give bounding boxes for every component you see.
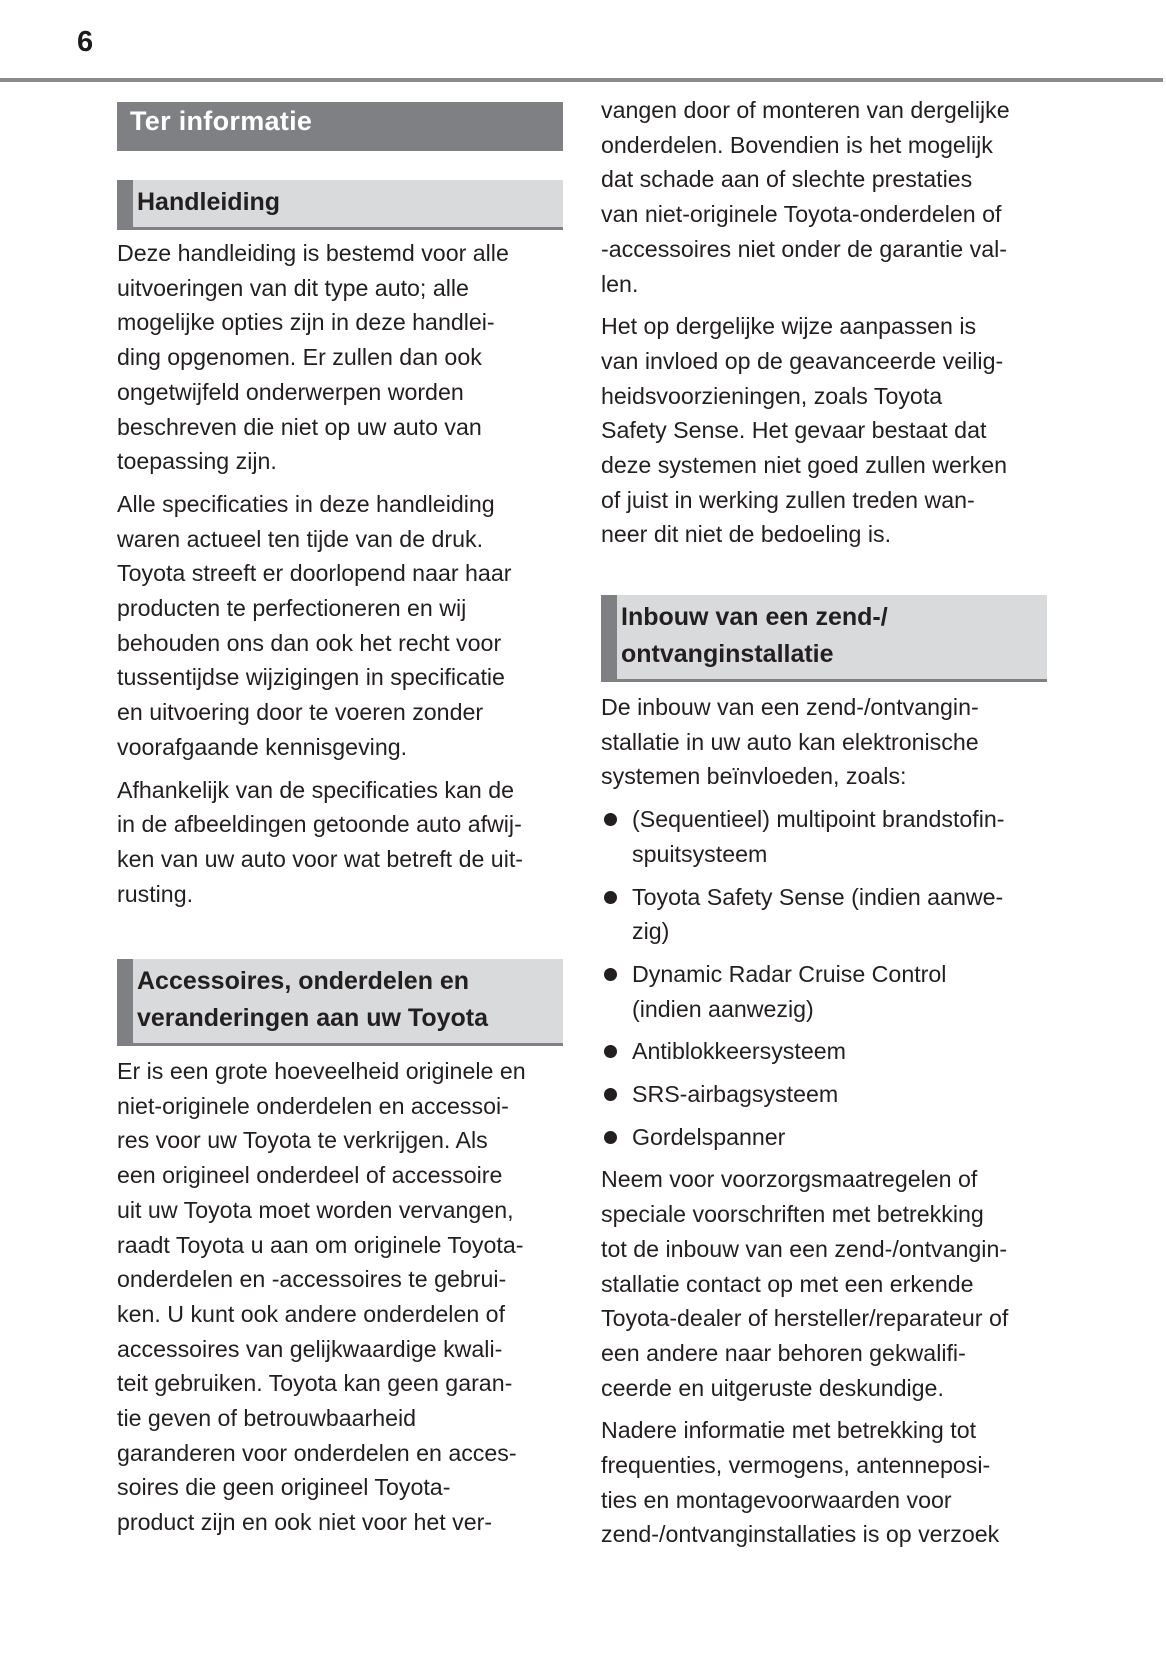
- text-line: Toyota streeft er doorlopend naar haar: [117, 560, 512, 587]
- text-line: Toyota Safety Sense (indien aanwe-: [632, 883, 1004, 910]
- paragraph: [601, 690, 1047, 794]
- text-line: Afhankelijk van de specificaties kan de: [117, 776, 514, 803]
- text-line: -accessoires niet onder de garantie val-: [601, 235, 1007, 262]
- text-line: (indien aanwezig): [632, 995, 814, 1022]
- text-line: beschreven die niet op uw auto van: [117, 413, 482, 440]
- text-line: SRS-airbagsysteem: [632, 1081, 839, 1108]
- text-line: Toyota-dealer of hersteller/reparateur of: [601, 1305, 1009, 1332]
- list-item: [601, 957, 1047, 1026]
- text-line: Er is een grote hoeveelheid originele en: [117, 1058, 526, 1084]
- text-line: Deze handleiding is bestemd voor alle: [117, 240, 509, 266]
- bullet-icon: [604, 813, 617, 826]
- paragraph: [117, 236, 563, 479]
- text-line: toepassing zijn.: [117, 448, 277, 475]
- list-item: [601, 1077, 1047, 1112]
- accessoires-body-left: [117, 1054, 563, 1548]
- paragraph: [117, 1054, 563, 1540]
- text-line: ken. U kunt ook andere onderdelen of: [117, 1300, 506, 1327]
- page-number: 6: [77, 26, 94, 58]
- section-title-line: veranderingen aan uw Toyota: [137, 1004, 489, 1032]
- text-line: Dynamic Radar Cruise Control: [632, 960, 947, 987]
- text-line: len.: [601, 270, 639, 297]
- text-line: deze systemen niet goed zullen werken: [601, 452, 1008, 479]
- text-line: raadt Toyota u aan om originele Toyota-: [117, 1231, 524, 1258]
- text-line: waren actueel ten tijde van de druk.: [117, 525, 484, 552]
- text-line: Alle specificaties in deze handleiding: [117, 490, 495, 517]
- text-line: Nadere informatie met betrekking tot: [601, 1417, 977, 1444]
- section-title-line: ontvanginstallatie: [621, 640, 834, 668]
- text-line: neer dit niet de bedoeling is.: [601, 521, 892, 548]
- paragraph: [117, 773, 563, 912]
- text-line: producten te perfectioneren en wij: [117, 595, 467, 622]
- text-line: speciale voorschriften met betrekking: [601, 1201, 984, 1228]
- text-line: en uitvoering door te voeren zonder: [117, 699, 484, 726]
- text-line: stallatie in uw auto kan elektronische: [601, 728, 979, 755]
- text-line: uitvoeringen van dit type auto; alle: [117, 274, 469, 301]
- bullet-icon: [604, 968, 617, 981]
- list-item: [601, 1034, 1047, 1069]
- text-line: dat schade aan of slechte prestaties: [601, 166, 973, 193]
- text-line: product zijn en ook niet voor het ver-: [117, 1509, 493, 1536]
- paragraph: [601, 1162, 1047, 1405]
- text-line: soires die geen origineel Toyota-: [117, 1474, 451, 1501]
- text-line: garanderen voor onderdelen en acces-: [117, 1439, 517, 1466]
- text-line: Het op dergelijke wijze aanpassen is: [601, 313, 977, 340]
- text-line: uit uw Toyota moet worden vervangen,: [117, 1196, 514, 1223]
- text-line: Antiblokkeersysteem: [632, 1038, 846, 1065]
- text-line: ding opgenomen. Er zullen dan ook: [117, 344, 482, 371]
- bullet-icon: [604, 1088, 617, 1101]
- text-line: stallatie contact op met een erkende: [601, 1270, 974, 1297]
- text-line: (Sequentieel) multipoint brandstofin-: [632, 806, 1005, 833]
- section-heading-handleiding: [117, 180, 563, 230]
- text-line: systemen beïnvloeden, zoals:: [601, 763, 907, 790]
- text-line: ken van uw auto voor wat betreft de uit-: [117, 845, 524, 872]
- text-line: een origineel onderdeel of accessoire: [117, 1162, 503, 1189]
- bullet-icon: [604, 1045, 617, 1058]
- text-line: mogelijke opties zijn in deze handlei-: [117, 309, 495, 336]
- section-heading-inbouw: [601, 595, 1047, 682]
- text-line: of juist in werking zullen treden wan-: [601, 486, 975, 513]
- text-line: Neem voor voorzorgsmaatregelen of: [601, 1166, 978, 1193]
- text-line: ceerde en uitgeruste deskundige.: [601, 1374, 944, 1401]
- section-title: Handleiding: [137, 188, 281, 216]
- text-line: zend-/ontvanginstallaties is op verzoek: [601, 1521, 1000, 1548]
- text-line: heidsvoorzieningen, zoals Toyota: [601, 382, 943, 409]
- list-item: [601, 1120, 1047, 1155]
- header-rule: [0, 78, 1163, 82]
- text-line: onderdelen en -accessoires te gebrui-: [117, 1266, 507, 1293]
- section-title-line: Accessoires, onderdelen en: [137, 967, 470, 995]
- text-line: spuitsysteem: [632, 840, 768, 867]
- text-line: ongetwijfeld onderwerpen worden: [117, 378, 464, 405]
- text-line: niet-originele onderdelen en accessoi-: [117, 1092, 509, 1119]
- text-line: tussentijdse wijzigingen in specificatie: [117, 664, 505, 691]
- bullet-icon: [604, 1131, 617, 1144]
- text-line: tie geven of betrouwbaarheid: [117, 1405, 417, 1432]
- text-line: van invloed op de geavanceerde veilig-: [601, 347, 1004, 374]
- text-line: van niet-originele Toyota-onderdelen of: [601, 201, 1002, 228]
- text-line: in de afbeeldingen getoonde auto afwij-: [117, 811, 522, 838]
- inbouw-body: [601, 690, 1047, 1560]
- paragraph: [117, 487, 563, 765]
- text-line: ties en montagevoorwaarden voor: [601, 1486, 952, 1513]
- text-line: res voor uw Toyota te verkrijgen. Als: [117, 1127, 488, 1154]
- text-line: rusting.: [117, 880, 194, 907]
- paragraph: [601, 1413, 1047, 1552]
- text-line: voorafgaande kennisgeving.: [117, 733, 408, 760]
- accessoires-body-right: [601, 93, 1047, 560]
- paragraph: [601, 309, 1047, 552]
- list-item: [601, 802, 1047, 871]
- section-heading-accessoires: [117, 959, 563, 1046]
- text-line: accessoires van gelijkwaardige kwali-: [117, 1335, 503, 1362]
- text-line: teit gebruiken. Toyota kan geen garan-: [117, 1370, 513, 1397]
- text-line: vangen door of monteren van dergelijke: [601, 97, 1010, 123]
- section-title-line: Inbouw van een zend-/: [621, 603, 888, 631]
- paragraph: [601, 93, 1047, 301]
- chapter-title: Ter informatie: [130, 106, 313, 136]
- affected-systems-list: [601, 802, 1047, 1154]
- bullet-icon: [604, 891, 617, 904]
- text-line: behouden ons dan ook het recht voor: [117, 629, 502, 656]
- chapter-title-bar: [117, 102, 563, 151]
- text-line: frequenties, vermogens, antenneposi-: [601, 1452, 991, 1479]
- text-line: De inbouw van een zend-/ontvangin-: [601, 694, 979, 720]
- list-item: [601, 880, 1047, 949]
- text-line: een andere naar behoren gekwalifi-: [601, 1339, 966, 1366]
- text-line: zig): [632, 918, 670, 945]
- text-line: Gordelspanner: [632, 1123, 786, 1150]
- handleiding-body: [117, 236, 563, 919]
- text-line: onderdelen. Bovendien is het mogelijk: [601, 131, 993, 158]
- text-line: tot de inbouw van een zend-/ontvangin-: [601, 1235, 1008, 1262]
- text-line: Safety Sense. Het gevaar bestaat dat: [601, 417, 987, 444]
